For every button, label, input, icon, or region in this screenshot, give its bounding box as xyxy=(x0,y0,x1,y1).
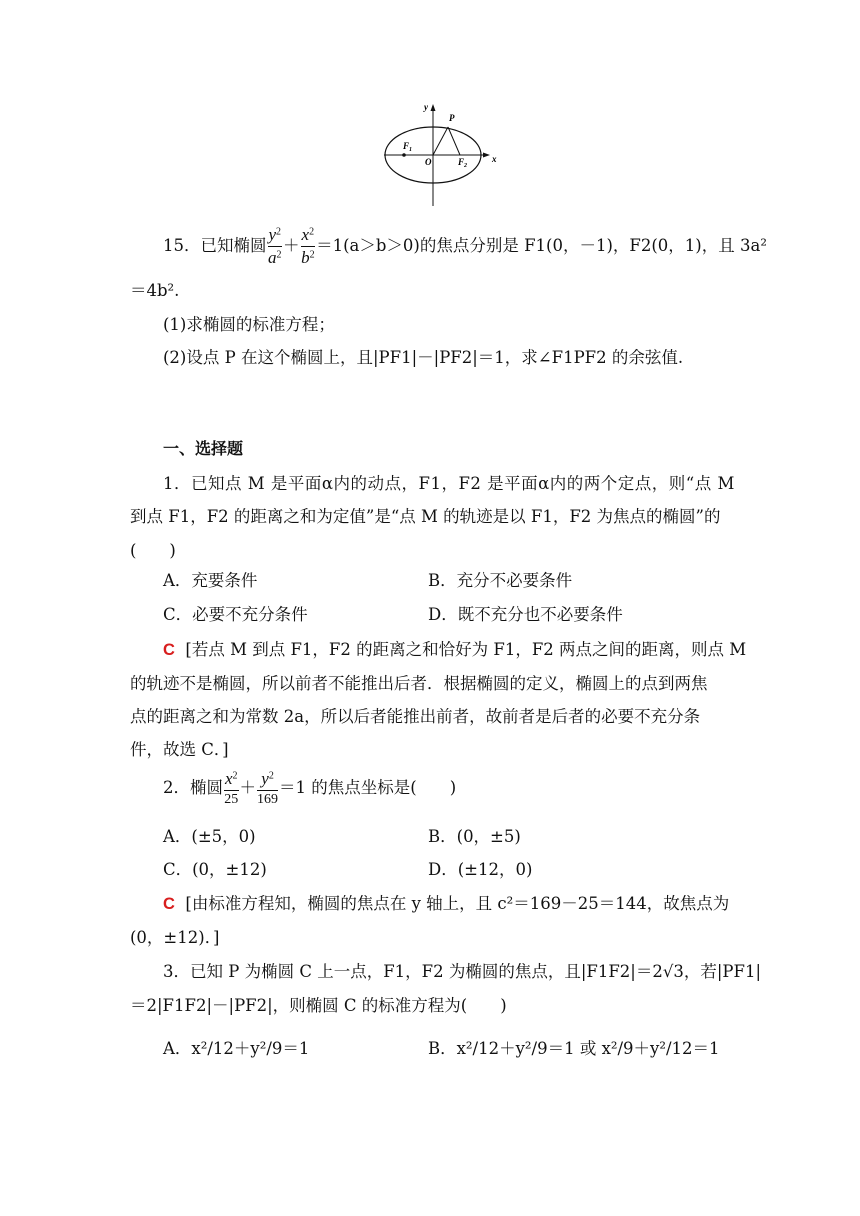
q1-explanation-line1 xyxy=(163,636,746,660)
q2-explanation-line2: (0，±12)．] xyxy=(130,928,220,947)
q1-explanation-line2: 的轨迹不是椭圆，所以前者不能推出后者．根据椭圆的定义，椭圆上的点到两焦 xyxy=(130,674,708,693)
q15-condition: ＝1(a＞b＞0)的焦点分别是 F1(0，－1)，F2(0，1)，且 3a² xyxy=(316,236,767,255)
q15-part2: (2)设点 P 在这个椭圆上，且|PF1|－|PF2|＝1，求∠F1PF2 的余弦值. xyxy=(163,348,684,367)
q15-frac-x: $\frac{x^2}{b^2}$ xyxy=(301,225,315,267)
q2-number: 2．椭圆 xyxy=(163,778,223,797)
q1-explanation-line3: 点的距离之和为常数 2a，所以后者能推出前者，故前者是后者的必要不充分条 xyxy=(130,707,701,726)
q2-answer: C xyxy=(163,895,175,913)
q2-frac-y: $\frac{y^2}{169}$ xyxy=(257,769,279,807)
q1-option-c: C．必要不充分条件 xyxy=(163,605,308,624)
q1-line1: 1．已知点 M 是平面α内的动点，F1，F2 是平面α内的两个定点，则“点 M xyxy=(163,474,735,493)
segment-pf1 xyxy=(433,127,448,155)
q1-line2: 到点 F1，F2 的距离之和为定值”是“点 M 的轨迹是以 F1，F2 为焦点的椭圆”的 xyxy=(130,507,721,526)
q2-option-d: D．(±12，0) xyxy=(428,860,533,879)
q1-option-d: D．既不充分也不必要条件 xyxy=(428,605,623,624)
q2-tail: ＝1 的焦点坐标是( ) xyxy=(279,778,457,797)
ellipse-figure xyxy=(380,100,510,210)
q2-option-b: B．(0，±5) xyxy=(428,827,521,846)
q1-answer: C xyxy=(163,641,175,659)
q15-part1: (1)求椭圆的标准方程； xyxy=(163,315,335,334)
q15-frac-y: $\frac{y^2}{a^2}$ xyxy=(268,225,282,267)
q15-line1: 15．已知椭圆 $\frac{y^2}{a^2}$ ＋ $\frac{x^2}{b^2}$ ＝1(a＞b＞0)的焦点分别是 F1(0，－1)，F2(0，1)，且 3a² xyxy=(163,225,767,267)
y-axis-label: y xyxy=(424,102,428,112)
q15-continuation: ＝4b². xyxy=(130,281,180,300)
x-axis-label: x xyxy=(492,154,497,164)
q1-explanation-line4: 件，故选 C．] xyxy=(130,740,229,759)
point-p-label: P xyxy=(449,113,455,123)
q2-line1: 2．椭圆 $\frac{x^2}{25}$ ＋ $\frac{y^2}{169}$ ＝1 的焦点坐标是( ) xyxy=(163,769,457,807)
q3-option-b: B．x²/12＋y²/9＝1 或 x²/9＋y²/12＝1 xyxy=(428,1039,720,1058)
x-axis-arrow xyxy=(483,153,490,158)
q2-explanation-text: [由标准方程知，椭圆的焦点在 y 轴上，且 c²＝169－25＝144，故焦点为 xyxy=(185,894,730,913)
q3-option-a: A．x²/12＋y²/9＝1 xyxy=(163,1039,310,1058)
q2-option-a: A．(±5，0) xyxy=(163,827,256,846)
q2-frac-x: $\frac{x^2}{25}$ xyxy=(224,769,239,807)
origin-label: O xyxy=(425,157,432,167)
q1-line3: ( ) xyxy=(130,541,176,560)
q3-line1: 3．已知 P 为椭圆 C 上一点，F1，F2 为椭圆的焦点，且|F1F2|＝2√3，若|PF1| xyxy=(163,962,762,981)
q1-explanation-text: [若点 M 到点 F1，F2 的距离之和恰好为 F1，F2 两点之间的距离，则点 M xyxy=(185,640,747,659)
focus-f2-label: $F_2$ xyxy=(458,157,468,169)
focus-f1-point xyxy=(402,153,406,157)
q3-line2: ＝2|F1F2|－|PF2|，则椭圆 C 的标准方程为( ) xyxy=(130,996,507,1015)
q2-explanation-line1 xyxy=(163,890,729,914)
focus-f1-label: $F_1$ xyxy=(403,141,413,153)
q1-option-b: B．充分不必要条件 xyxy=(428,571,573,590)
q1-option-a: A．充要条件 xyxy=(163,571,258,590)
q15-number: 15．已知椭圆 xyxy=(163,236,267,255)
y-axis-arrow xyxy=(431,104,436,111)
q2-option-c: C．(0，±12) xyxy=(163,860,267,879)
section-heading: 一、选择题 xyxy=(163,439,244,458)
